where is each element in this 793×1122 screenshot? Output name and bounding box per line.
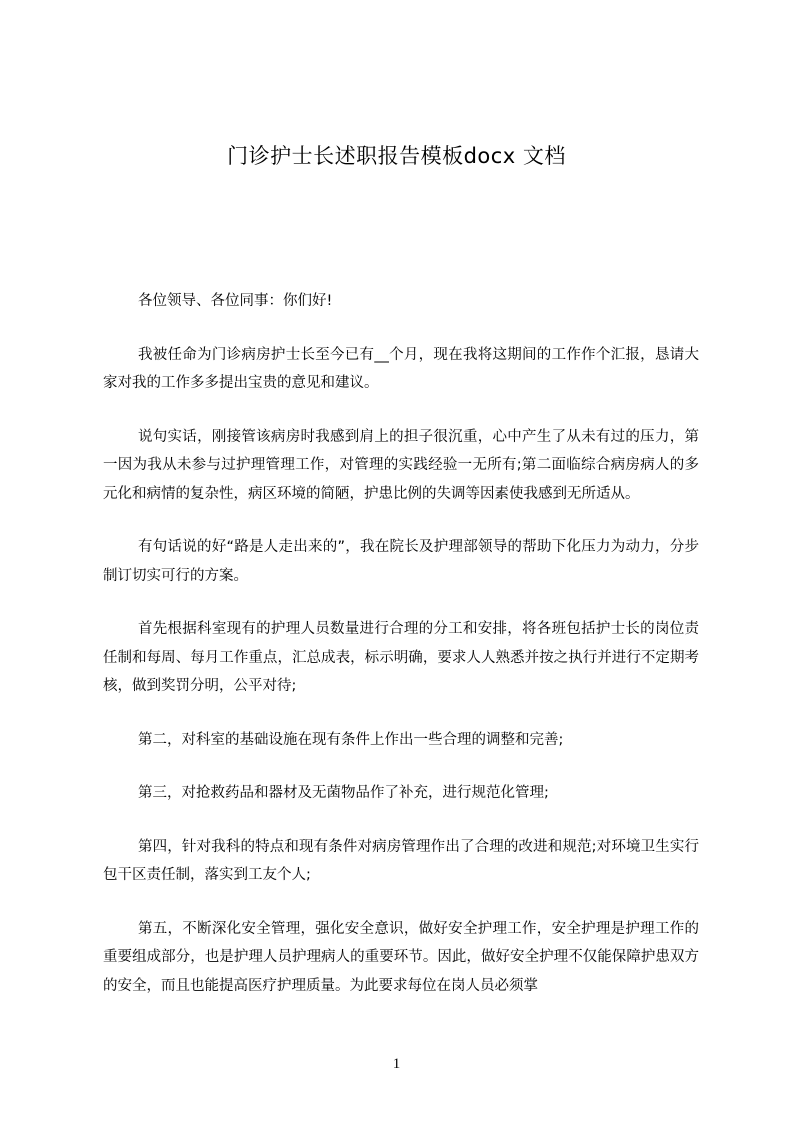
paragraph-motivation: 有句话说的好“路是人走出来的”，我在院长及护理部领导的帮助下化压力为动力，分步制订切实可行的方案。	[103, 539, 699, 584]
paragraph-fifth-measure: 第五，不断深化安全管理，强化安全意识，做好安全护理工作，安全护理是护理工作的重要组成部分，也是护理人员护理病人的重要环节。因此，做好安全护理不仅能保障护患双方的安全，而且也能提高医疗护理质量。为此要求每位在岗人员必须掌	[103, 920, 699, 994]
paragraph-second-measure: 第二，对科室的基础设施在现有条件上作出一些合理的调整和完善;	[138, 731, 564, 748]
paragraph-third-measure: 第三，对抢救药品和器材及无菌物品作了补充，进行规范化管理;	[138, 785, 549, 801]
document-body	[103, 287, 699, 1025]
paragraph-first-measure: 首先根据科室现有的护理人员数量进行合理的分工和安排，将各班包括护士长的岗位责任制和每周、每月工作重点，汇总成表，标示明确，要求人人熟悉并按之执行并进行不定期考核，做到奖罚分明，公平对待;	[103, 621, 699, 694]
paragraph-fourth-measure: 第四，针对我科的特点和现有条件对病房管理作出了合理的改进和规范;对环境卫生实行包干区责任制，落实到工友个人;	[103, 838, 699, 883]
paragraph-greeting: 各位领导、各位同事：你们好!	[138, 293, 333, 309]
paragraph-introduction: 我被任命为门诊病房护士长至今已有__个月，现在我将这期间的工作作个汇报，恳请大家对我的工作多多提出宝贵的意见和建议。	[103, 346, 699, 391]
page-number: 1	[392, 1056, 401, 1072]
paragraph-initial-pressure: 说句实话，刚接管该病房时我感到肩上的担子很沉重，心中产生了从未有过的压力，第一因为我从未参与过护理管理工作，对管理的实践经验一无所有;第二面临综合病房病人的多元化和病情的复杂性，病区环境的简陋，护患比例的失调等因素使我感到无所适从。	[103, 428, 699, 502]
document-title: 门诊护士长述职报告模板docx 文档	[227, 144, 566, 168]
